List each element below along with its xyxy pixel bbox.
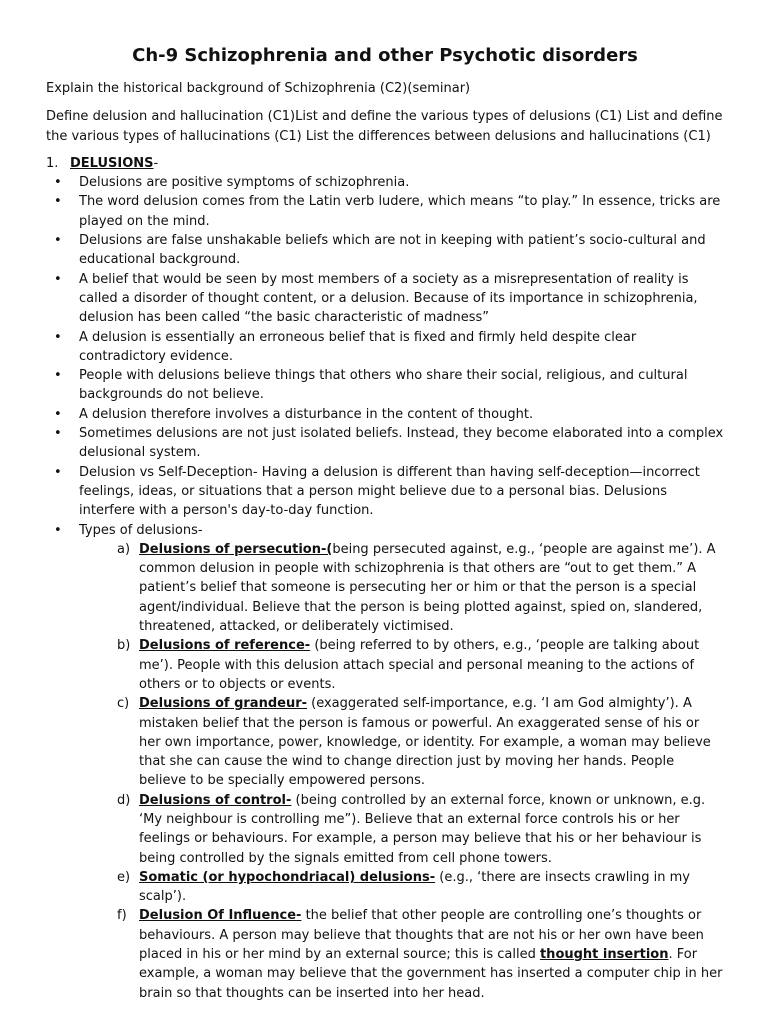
type-term: Delusions of grandeur-: [139, 696, 308, 712]
type-letter: f): [117, 908, 127, 924]
types-intro: Types of delusions-: [79, 522, 203, 538]
section-heading: [46, 154, 724, 173]
list-item: • Delusion vs Self-Deception- Having a delusion is different than having self-deception—incorrect feelings, ideas, or situations that a person might believe due to a personal bias. Delusions interfere with a person's day-to-day function.: [46, 463, 724, 521]
list-item: • A delusion therefore involves a disturbance in the content of thought.: [46, 405, 724, 424]
type-letter: e): [117, 869, 131, 885]
section-title: DELUSIONS: [70, 155, 154, 171]
delusion-type-somatic: [79, 868, 724, 907]
page-title: Ch-9 Schizophrenia and other Psychotic disorders: [132, 45, 638, 66]
type-text: (being controlled by an external force, known or unknown, e.g. ‘My neighbour is controlling me”). Believe that an external force controls his or her feelings or behaviours. For example, a person may believe that his or her behaviour is being controlled by the signals emitted from cell phone towers.: [139, 792, 706, 866]
list-item: • Sometimes delusions are not just isolated beliefs. Instead, they become elaborated into a complex delusional system.: [46, 424, 724, 463]
type-letter: b): [117, 638, 131, 654]
list-item: • A delusion is essentially an erroneous belief that is fixed and firmly held despite clear contradictory evidence.: [46, 328, 724, 367]
type-text: the belief that other people are controlling one’s thoughts or behaviours. A person may believe that thoughts that are not his or her own have been placed in his or her mind by an external source; this is called: [139, 908, 704, 963]
type-text-continued: . For example, a woman may believe that the government has inserted a computer chip in her brain so that thoughts can be inserted into her head.: [139, 947, 723, 1001]
delusion-bullets: [46, 173, 724, 1003]
delusion-types-list: [79, 540, 724, 1003]
type-letter: c): [117, 696, 130, 712]
objective-historical: Explain the historical background of Schizophrenia (C2)(seminar): [46, 81, 471, 96]
type-term: Delusions of persecution-(: [139, 541, 333, 557]
delusion-type-persecution: [79, 540, 724, 636]
type-term-thought-insertion: thought insertion: [539, 947, 669, 963]
type-term: Somatic (or hypochondriacal) delusions-: [139, 869, 436, 885]
list-item: • Delusions are false unshakable beliefs which are not in keeping with patient’s socio-cultural and educational background.: [46, 231, 724, 270]
delusion-type-reference: [79, 636, 724, 694]
list-item: • The word delusion comes from the Latin verb ludere, which means “to play.” In essence, tricks are played on the mind.: [46, 192, 724, 231]
list-item: • A belief that would be seen by most members of a society as a misrepresentation of reality is called a disorder of thought content, or a delusion. Because of its importance in schizophrenia, delusion has been called “the basic characteristic of madness”: [46, 270, 724, 328]
delusion-type-control: [79, 791, 724, 868]
type-term: Delusions of reference-: [139, 638, 311, 654]
delusion-type-grandeur: [79, 694, 724, 790]
type-letter: d): [117, 792, 131, 808]
list-item: • People with delusions believe things that others who share their social, religious, and cultural backgrounds do not believe.: [46, 366, 724, 405]
section-suffix: -: [153, 155, 159, 171]
section-number: 1.: [46, 155, 59, 171]
type-text: (e.g., ‘there are insects crawling in my scalp’).: [139, 869, 690, 905]
type-term: Delusion Of Influence-: [139, 908, 302, 924]
list-item: • Delusions are positive symptoms of schizophrenia.: [46, 173, 724, 192]
type-text: being persecuted against, e.g., ‘people are against me’). A common delusion in people with schizophrenia is that others are “out to get them.” A patient’s belief that someone is persecuting her or him or that the person is a special agent/individual. Believe that the person is being plotted against, spied on, slandered, threatened, attacked, or deliberately victimised.: [139, 541, 716, 635]
type-text: (being referred to by others, e.g., ‘people are talking about me’). People with this delusion attach special and personal meaning to the actions of others or to objects or events.: [139, 638, 700, 692]
delusion-type-influence: [79, 906, 724, 1002]
type-letter: a): [117, 541, 131, 557]
objective-definitions: Define delusion and hallucination (C1)List and define the various types of delusions (C1) List and define the various types of hallucinations (C1) List the differences between delusions and hallucinations (C1): [46, 109, 723, 144]
type-term: Delusions of control-: [139, 792, 292, 808]
type-text: (exaggerated self-importance, e.g. ‘I am God almighty’). A mistaken belief that the person is famous or powerful. An exaggerated sense of his or her own importance, power, knowledge, or identity. For example, a woman may believe that she can cause the wind to change direction just by moving her hands. People believe to be specially empowered persons.: [139, 696, 711, 789]
types-of-delusions-item: [46, 521, 724, 1003]
